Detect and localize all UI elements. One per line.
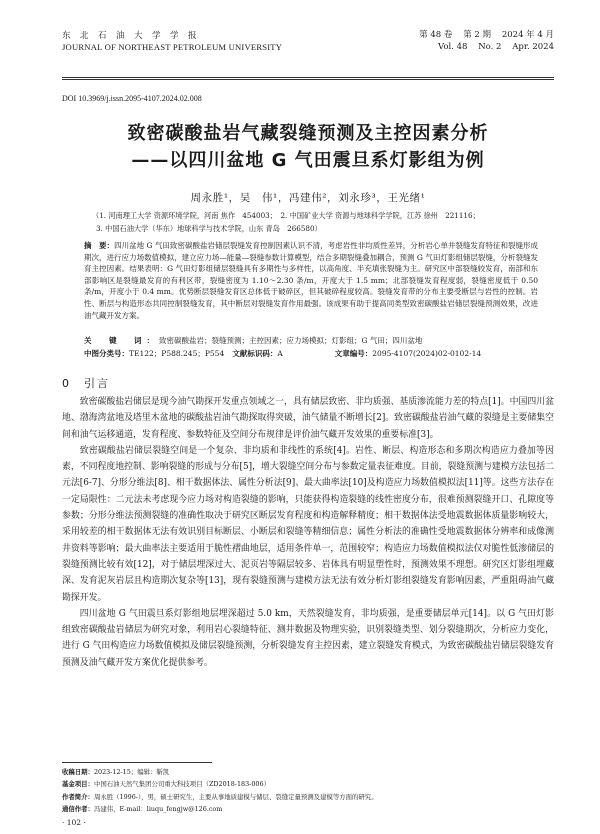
abstract-text: 四川盆地 G 气田致密碳酸盐岩储层裂缝发育控制因素认识不清，考虑岩性非均质性差异，分析岩心单井裂缝发育特征和裂缝形成期次，进行应力场数值模拟，建立应力场—能量—裂缝参数计算模型，结合多期裂缝叠加耦合，预测 G 气田灯影组储层裂缝，分析裂缝发育主控因素。结果表明：G 气田灯影组储层裂缝具有多期性与多样性，以高角度、半充填张裂缝为主。研究区中部裂缝较发育，南部和东部影响区是裂缝最发育的有利区带，裂缝密度为 1.10～2.30 条/m，开度大于 1.5 mm；北部裂缝发育程度弱，裂缝密度低于 0.50 条/m，开度小于 0.4 mm。优势断层裂缝发育区总体低于破碎区，但其破碎程度较高。裂缝发育带的分布主要受断层与岩性的控制。岩性、断层与构造形态共同控制裂缝发育，其中断层对裂缝发育作用最强。该成果有助于提高同类型致密碳酸盐岩储层裂缝预测效果，改进油气藏开发方案。 bbox=[84, 241, 539, 320]
keywords-label: 关 键 词： bbox=[84, 336, 159, 345]
corr-label: 通信作者： bbox=[62, 805, 94, 814]
journal-name-en: JOURNAL OF NORTHEAST PETROLEUM UNIVERSITY bbox=[62, 42, 283, 52]
affiliation-line-1: （1. 河南理工大学 资源环境学院，河南 焦作 454003； 2. 中国矿业大学 资源与地球科学学院，江苏 徐州 221116； bbox=[92, 211, 480, 220]
keywords bbox=[84, 335, 538, 346]
title-line-2: ——以四川盆地 G 气田震旦系灯影组为例 bbox=[131, 150, 485, 171]
footnote-author bbox=[62, 791, 554, 803]
corr-value: 冯建伟，E-mail：liuqu_fengjw@126.com bbox=[93, 805, 223, 814]
authors: 周永胜¹，吴 伟¹，冯建伟²，刘永珍³，王光绪¹ bbox=[190, 192, 426, 204]
author-value: 周永胜（1996-），男，硕士研究生，主要从事地质建模与储层、裂缝定量预测及建模等方面的研究。 bbox=[93, 792, 378, 801]
title-line-1: 致密碳酸盐岩气藏裂缝预测及主控因素分析 bbox=[127, 123, 489, 144]
footnotes bbox=[62, 766, 554, 816]
keywords-text: 致密碳酸盐岩；裂缝预测；主控因素；应力场模拟；灯影组；G 气田；四川盆地 bbox=[159, 336, 423, 345]
received-label: 收稿日期： bbox=[62, 768, 94, 776]
fund-label: 基金项目： bbox=[62, 780, 94, 789]
section-heading: 0 引言 bbox=[62, 377, 110, 390]
footnote-fund bbox=[62, 778, 554, 790]
doc-label: 文献标识码： bbox=[232, 349, 278, 358]
issue-cn: 第 2 期 bbox=[463, 30, 492, 40]
page-number: · 102 · bbox=[62, 818, 86, 827]
paragraph: 四川盆地 G 气田震旦系灯影组地层埋深超过 5.0 km，天然裂缝发育，非均质强，是重要储层单元[14]。以 G 气田灯影组致密碳酸盐岩储层为研究对象，利用岩心裂缝特征、测井数据及物理实验，识别裂缝类型、划分裂缝期次，分析应力变化，进行 G 气田构造应力场数值模拟及储层裂缝预测，分析裂缝发育主控因素，建立裂缝发育模式，为致密碳酸盐岩储层裂缝发育预测及油气藏开发方案优化提供参考。 bbox=[62, 608, 554, 668]
article-number bbox=[335, 348, 481, 359]
volume-cn: 第 48 卷 bbox=[419, 30, 453, 40]
footnote-corresponding bbox=[62, 803, 554, 815]
date-cn: 2024 年 4 月 bbox=[501, 30, 554, 40]
abstract-label: 摘 要： bbox=[84, 241, 115, 250]
clc-number bbox=[84, 348, 230, 359]
paragraph: 致密碳酸盐岩储层是现今油气勘探开发重点领域之一，具有储层致密、非均质强、基质渗流能力差的特点[1]。中国四川盆地、渤海湾盆地及塔里木盆地的碳酸盐岩油气勘探取得突破，油气储量不断增长[2]。致密碳酸盐岩油气藏的裂缝是主要储集空间和油气运移通道，发育程度、参数特征及空间分布规律是评价油气藏开发效果的重要标准[3]。 bbox=[62, 397, 554, 440]
issue-info-cn bbox=[394, 30, 554, 41]
journal-name-cn: 东北石油大学学报 bbox=[62, 30, 207, 40]
fund-value: 中国石油天然气集团公司重大科技项目（ZD2018-183-006） bbox=[93, 780, 270, 789]
volume-en: Vol. 48 bbox=[437, 42, 468, 52]
doc-code bbox=[232, 348, 332, 359]
header-rule-thin bbox=[62, 79, 554, 80]
issue-info-en bbox=[394, 42, 554, 53]
date-en: Apr. 2024 bbox=[512, 42, 554, 52]
doc-value: A bbox=[277, 349, 283, 358]
article-label: 文章编号： bbox=[334, 349, 373, 358]
header-rule bbox=[62, 77, 554, 78]
classification bbox=[84, 348, 538, 359]
body-text bbox=[62, 394, 554, 671]
author-label: 作者简介： bbox=[62, 792, 94, 801]
footnote-received bbox=[62, 766, 554, 778]
clc-value: TE122；P588.245；P554 bbox=[129, 349, 225, 358]
affiliation-line-2: 3. 中国石油大学（华东）地球科学与技术学院，山东 青岛 266580） bbox=[96, 224, 322, 233]
clc-label: 中图分类号： bbox=[84, 349, 129, 358]
issue-en: No. 2 bbox=[478, 42, 502, 52]
paragraph: 致密碳酸盐岩储层裂缝空间是一个复杂、非均质和非线性的系统[4]。岩性、断层、构造形态和多期次构造应力叠加等因素，不同程度地控制、影响裂缝的形成与分布[5]，增大裂缝空间分布与参数定量表征难度。目前，裂缝预测与建模方法包括二元法[6-7]、分形分维法[8]、相干数据体法、属性分析法[9]、最大曲率法[10]及构造应力场数值模拟法[11]等。这些方法存在一定局限性：二元法未考虑现今应力场对构造裂缝的影响，只能获得构造裂缝的线性密度分布，很难预测裂缝开口、孔隙度等参数；分形分维法预测裂缝的准确性取决于研究区断层发育程度和构造解释精度；相干数据体法受地震数据体质量影响较大，采用较差的相干数据体无法有效识别目标断层、小断层和裂缝等精细信息；属性分析法的准确性受地震数据体分辨率和成像测井资料等影响；最大曲率法主要适用于脆性褶曲地层，适用条件单一，范围较窄；构造应力场数值模拟法仅对脆性低渗储层的裂缝预测比较有效[12]，对于储层埋深过大、泥页岩等隔层较多、岩体具有明显塑性时，预测效果不理想。研究区灯影组埋藏深、发育泥灰岩层且构造期次复杂等[13]，现有裂缝预测与建模方法无法有效分析灯影组裂缝发育影响因素，严重阻碍油气藏勘探开发。 bbox=[62, 445, 554, 603]
received-value: 2023-12-15；编辑：靳凯 bbox=[93, 768, 170, 776]
doi: DOI 10.3969/j.issn.2095-4107.2024.02.008 bbox=[62, 94, 202, 103]
footnote-rule bbox=[62, 762, 212, 763]
abstract bbox=[84, 240, 538, 321]
article-value: 2095-4107(2024)02-0102-14 bbox=[372, 349, 482, 358]
